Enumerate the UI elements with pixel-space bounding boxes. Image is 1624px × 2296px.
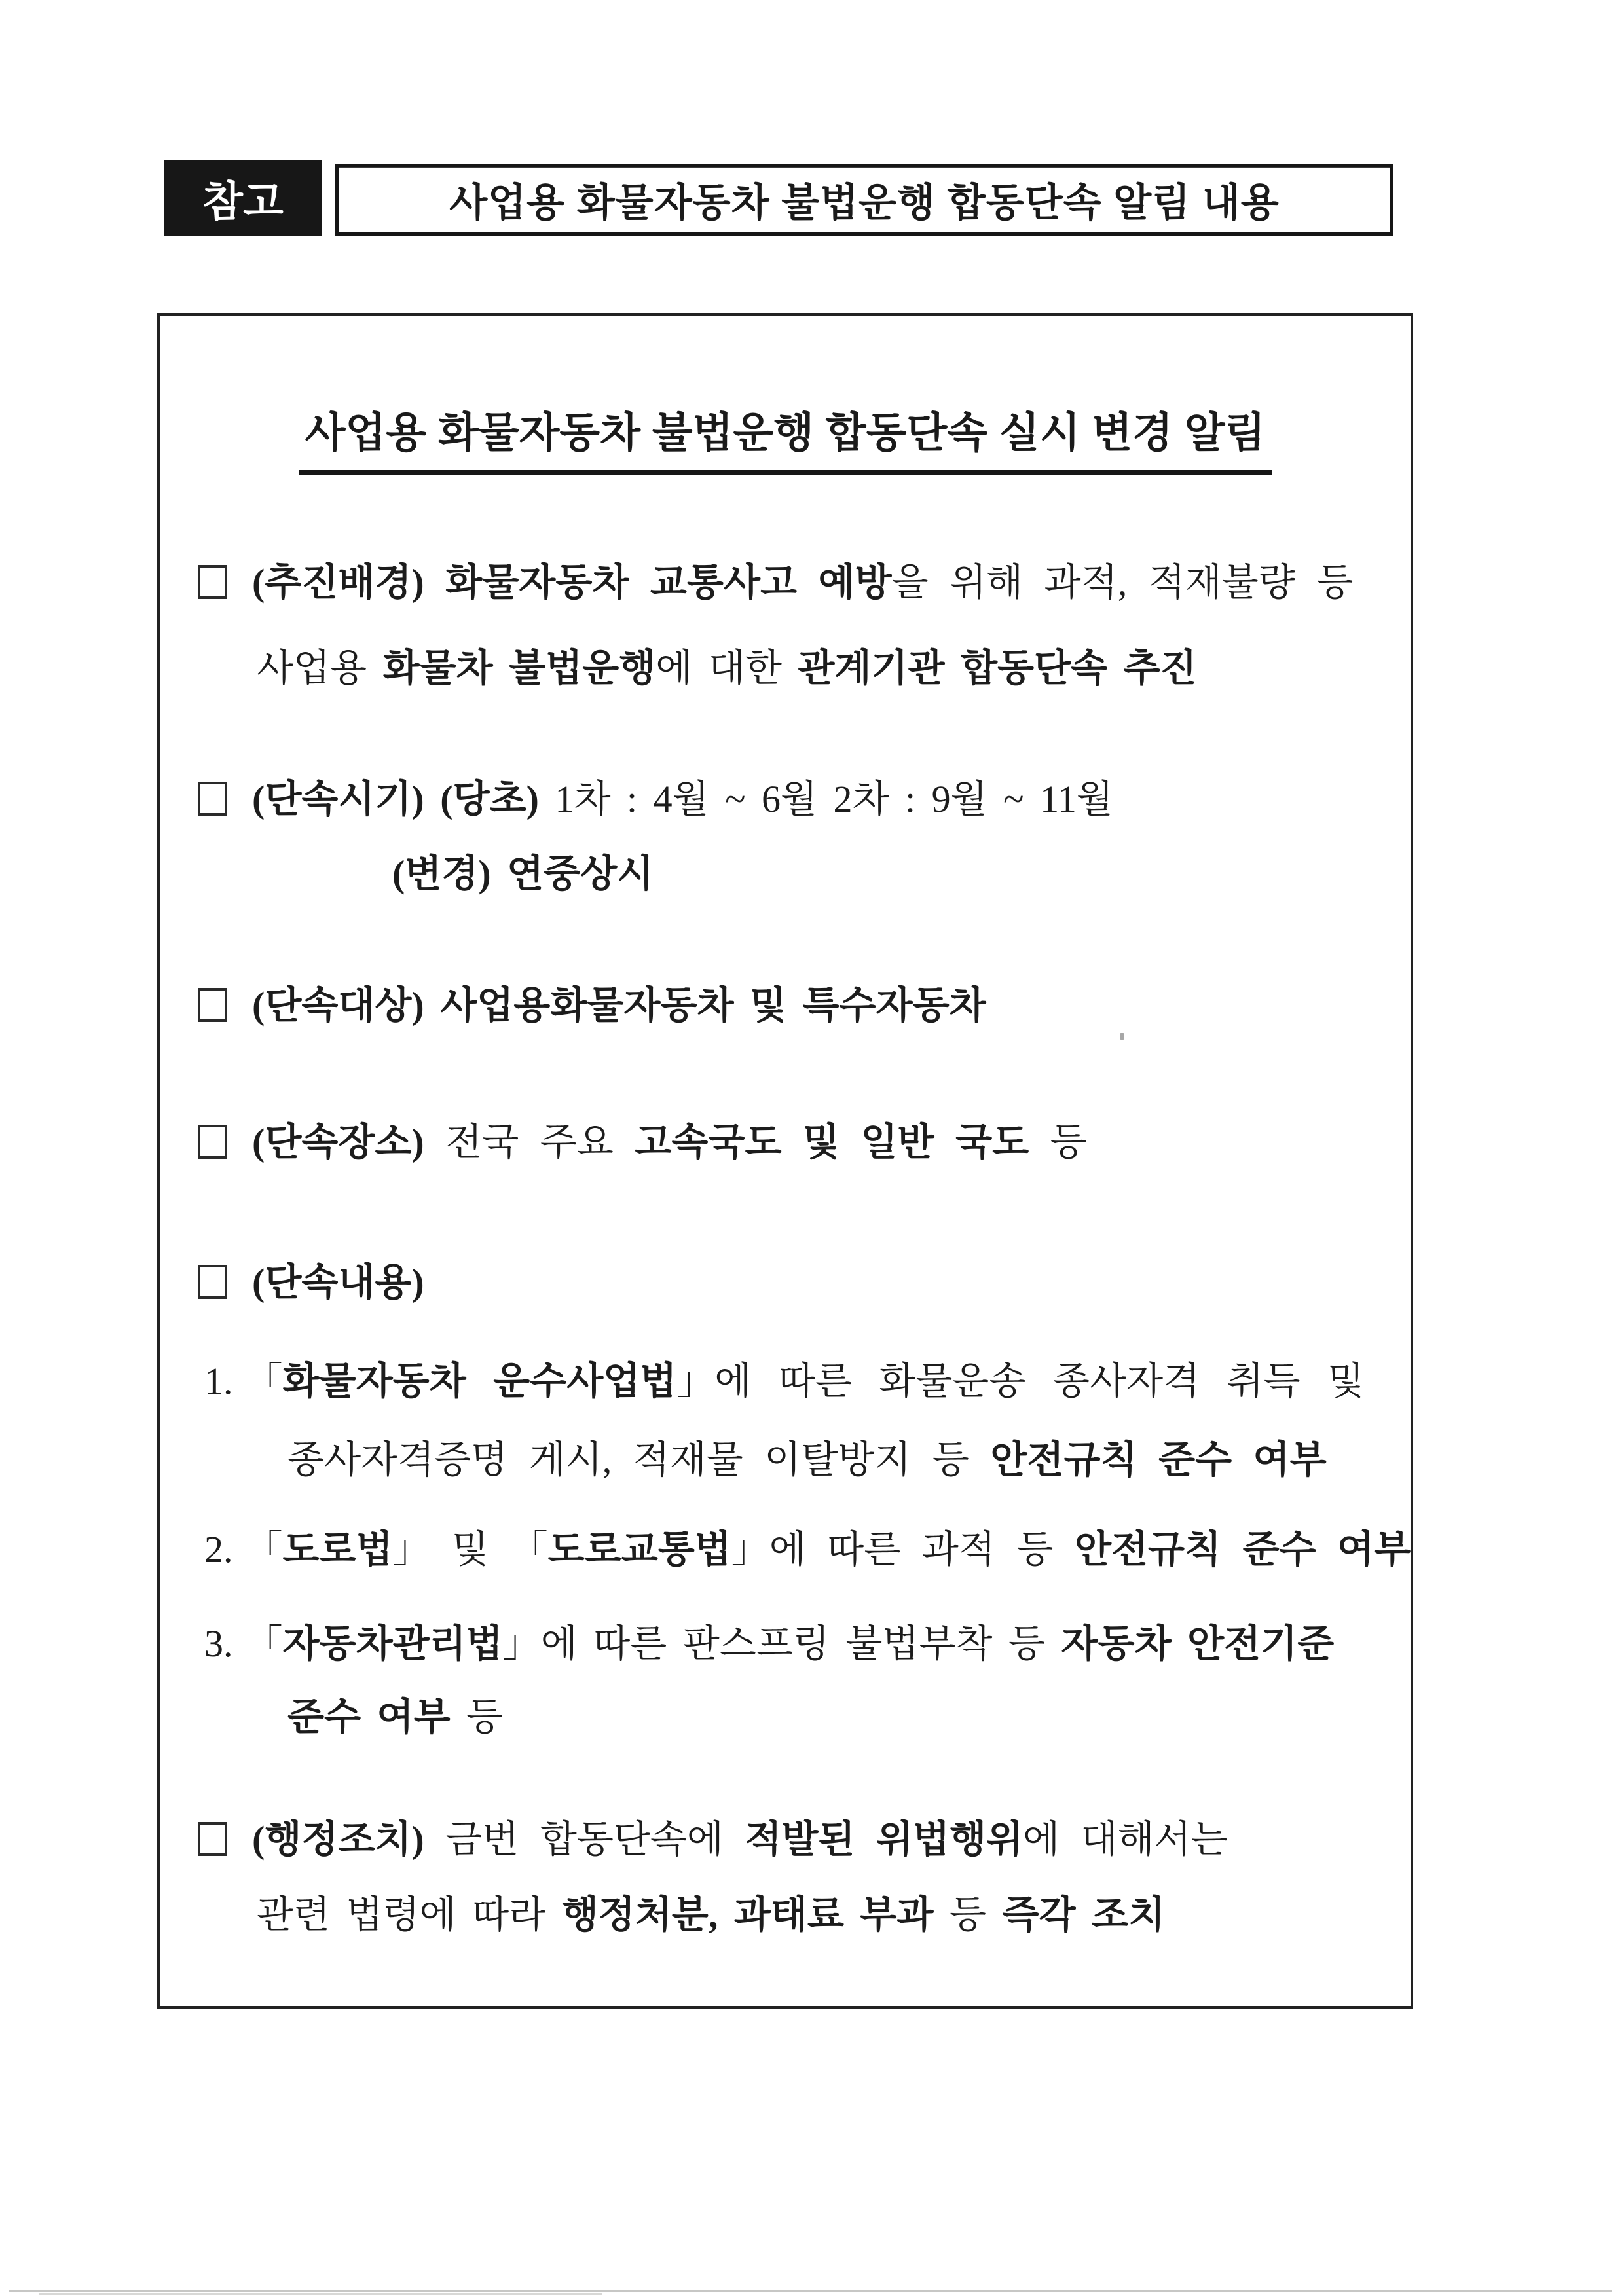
section-line — [198, 1817, 1228, 1862]
reference-tag-label: 참고 — [202, 178, 284, 225]
section-line — [198, 777, 1113, 822]
item-text: 「화물자동차 운수사업법」에 따른 화물운송 종사자격 취득 및 — [244, 1360, 1365, 1402]
item-number: 2. — [204, 1528, 233, 1571]
checkbox-marker-icon — [198, 565, 227, 599]
section-text: (단속대상) 사업용화물자동차 및 특수자동차 — [252, 984, 986, 1027]
item-text: 「도로법」 및 「도로교통법」에 따른 과적 등 안전규칙 준수 여부 — [244, 1528, 1411, 1571]
section-line — [257, 1893, 1165, 1937]
item-text: 「자동차관리법」에 따른 판스프링 불법부착 등 자동차 안전기준 — [244, 1622, 1335, 1665]
numbered-item-line — [287, 1438, 1327, 1482]
numbered-item-line — [204, 1622, 1334, 1666]
section-line — [198, 1260, 424, 1305]
section-text: (단속시기) (당초) 1차 : 4월 ~ 6월 2차 : 9월 ~ 11월 — [252, 778, 1113, 820]
notice-box — [157, 313, 1413, 2009]
notice-title-text: 사업용 화물자동차 불법운행 합동단속 실시 변경 알림 — [299, 399, 1272, 475]
item-text: 종사자격증명 게시, 적재물 이탈방지 등 안전규칙 준수 여부 — [287, 1438, 1327, 1481]
section-line — [198, 1120, 1087, 1165]
checkbox-marker-icon — [198, 1822, 227, 1856]
checkbox-marker-icon — [198, 1125, 227, 1159]
checkbox-marker-icon — [198, 1265, 227, 1299]
numbered-item-line — [204, 1359, 1364, 1404]
section-text: (단속내용) — [252, 1261, 424, 1303]
header-title: 사업용 화물자동차 불법운행 합동단속 알림 내용 — [449, 181, 1280, 225]
checkbox-marker-icon — [198, 782, 227, 816]
section-text: (변경) 연중상시 — [392, 852, 654, 895]
notice-title — [160, 399, 1411, 475]
item-text: 준수 여부 등 — [287, 1696, 504, 1738]
section-line — [198, 983, 986, 1028]
section-line — [392, 852, 654, 896]
section-text: 사업용 화물차 불법운행에 대한 관계기관 합동단속 추진 — [257, 647, 1197, 689]
scan-edge-line — [9, 2290, 1612, 2292]
numbered-item-line — [287, 1695, 503, 1740]
checkbox-marker-icon — [198, 988, 227, 1022]
scan-speck — [1120, 1033, 1124, 1040]
item-number: 1. — [204, 1360, 233, 1402]
section-line — [257, 646, 1197, 691]
item-number: 3. — [204, 1622, 233, 1665]
numbered-item-line — [204, 1527, 1411, 1572]
section-text: (단속장소) 전국 주요 고속국도 및 일반 국도 등 — [252, 1121, 1087, 1163]
reference-tag-box — [164, 160, 322, 236]
section-text: (추진배경) 화물자동차 교통사고 예방을 위해 과적, 적재불량 등 — [252, 561, 1354, 604]
section-text: (행정조치) 금번 합동단속에 적발된 위법행위에 대해서는 — [252, 1818, 1228, 1861]
scan-edge-line — [39, 2293, 602, 2295]
section-line — [198, 560, 1353, 605]
header-title-box — [335, 164, 1393, 236]
section-text: 관련 법령에 따라 행정처분, 과태료 부과 등 즉각 조치 — [257, 1893, 1166, 1936]
